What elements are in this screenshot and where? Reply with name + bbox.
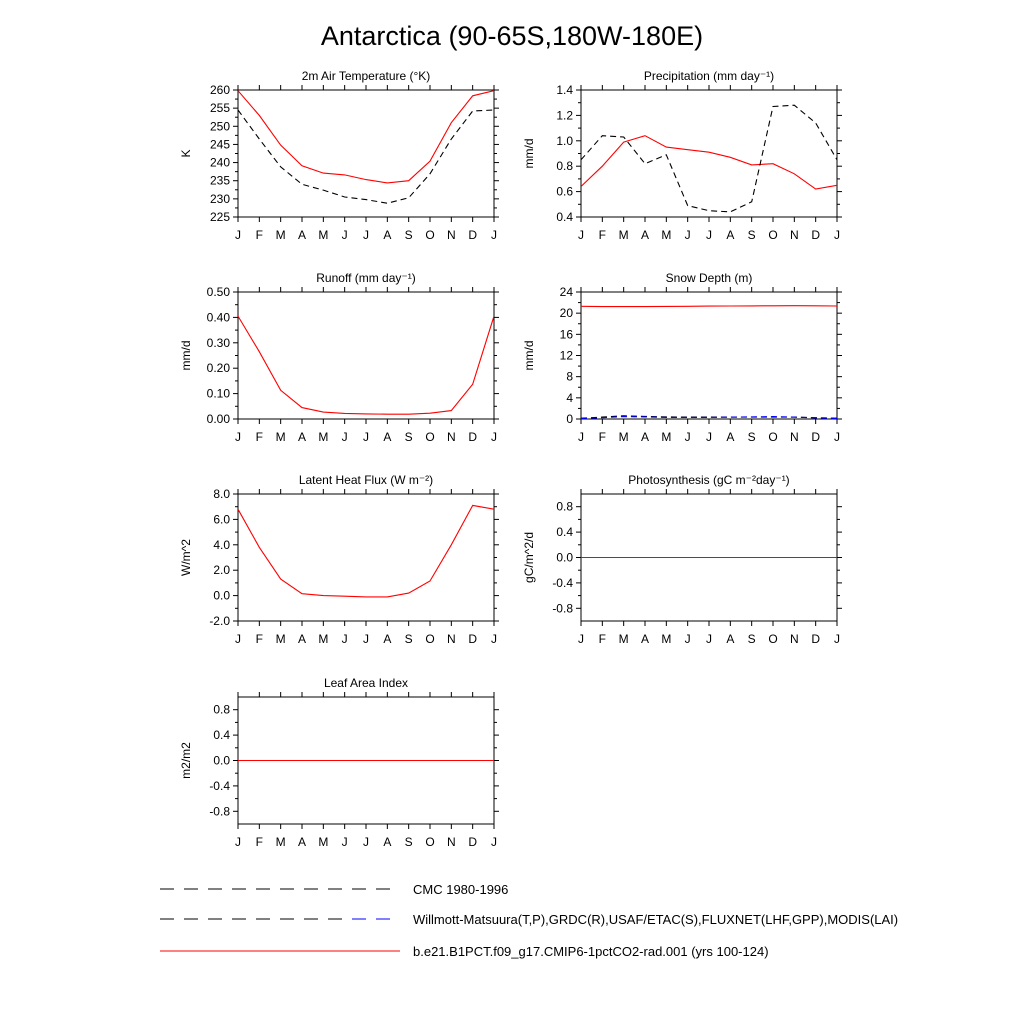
x-tick-label: S xyxy=(404,430,413,444)
y-tick-label: 4.0 xyxy=(213,537,230,552)
legend-item xyxy=(160,882,508,897)
y-tick-label: 12 xyxy=(559,348,573,363)
x-tick-label: J xyxy=(491,228,497,242)
legend-label: Willmott-Matsuura(T,P),GRDC(R),USAF/ETAC(S),FLUXNET(LHF,GPP),MODIS(LAI) xyxy=(413,912,899,927)
x-tick-label: O xyxy=(768,228,778,242)
x-tick-label: J xyxy=(578,632,584,646)
y-tick-label: 230 xyxy=(209,191,230,206)
x-tick-label: J xyxy=(684,632,691,646)
series-line-model xyxy=(238,505,494,597)
x-tick-label: S xyxy=(747,430,756,444)
x-tick-label: J xyxy=(363,228,369,242)
legend-item xyxy=(160,944,769,959)
panel-title: Snow Depth (m) xyxy=(665,271,753,285)
chart-panels xyxy=(179,69,842,849)
legend-item xyxy=(160,912,898,927)
y-tick-label: -0.4 xyxy=(552,575,573,590)
y-axis-label: mm/d xyxy=(522,138,536,169)
chart-panel-lai xyxy=(179,676,499,849)
y-tick-label: 250 xyxy=(209,119,230,134)
x-tick-label: J xyxy=(834,430,840,444)
y-tick-label: 0.0 xyxy=(556,550,573,565)
y-tick-label: 0.8 xyxy=(556,159,573,174)
x-tick-label: M xyxy=(318,430,329,444)
chart-panel-runoff xyxy=(179,271,499,444)
x-tick-label: J xyxy=(363,835,369,849)
x-tick-label: M xyxy=(318,835,329,849)
y-axis-label: mm/d xyxy=(179,340,193,371)
x-tick-label: A xyxy=(297,430,307,444)
plot-frame xyxy=(238,292,494,419)
y-tick-label: -0.8 xyxy=(209,804,230,819)
x-tick-label: A xyxy=(640,430,650,444)
x-tick-label: J xyxy=(706,632,712,646)
x-tick-label: M xyxy=(618,632,629,646)
x-tick-label: J xyxy=(235,632,241,646)
y-axis-label: gC/m^2/d xyxy=(522,532,536,583)
x-tick-label: J xyxy=(706,228,712,242)
panel-title: Latent Heat Flux (W m⁻²) xyxy=(298,473,434,487)
plot-frame xyxy=(238,494,494,621)
y-tick-label: 0.8 xyxy=(556,499,573,514)
x-tick-label: J xyxy=(235,430,241,444)
y-tick-label: 16 xyxy=(559,327,573,342)
chart-panel-tsa xyxy=(179,69,499,242)
x-tick-label: M xyxy=(618,228,629,242)
y-tick-label: 0.00 xyxy=(206,412,230,426)
x-tick-label: A xyxy=(383,228,392,242)
x-tick-label: J xyxy=(363,632,369,646)
y-tick-label: 0.0 xyxy=(213,588,230,603)
x-tick-label: M xyxy=(275,632,286,646)
y-tick-label: 0 xyxy=(566,412,573,426)
x-tick-label: N xyxy=(446,632,456,646)
x-tick-label: J xyxy=(341,430,348,444)
y-tick-label: 0.6 xyxy=(556,184,573,199)
x-tick-label: A xyxy=(383,835,392,849)
panel-title: 2m Air Temperature (°K) xyxy=(301,69,431,83)
y-tick-label: 6.0 xyxy=(213,512,230,527)
series-line-obs xyxy=(581,416,837,418)
x-tick-label: O xyxy=(425,430,435,444)
x-tick-label: N xyxy=(789,228,799,242)
y-tick-label: 0.4 xyxy=(213,728,230,743)
plot-frame xyxy=(238,90,494,217)
x-tick-label: J xyxy=(706,430,712,444)
y-axis-label: m2/m2 xyxy=(179,742,193,779)
x-tick-label: J xyxy=(491,835,497,849)
x-tick-label: J xyxy=(235,835,241,849)
x-tick-label: S xyxy=(404,632,413,646)
x-tick-label: D xyxy=(811,430,821,444)
y-tick-label: -0.4 xyxy=(209,778,230,793)
x-tick-label: A xyxy=(383,632,392,646)
x-tick-label: M xyxy=(275,228,286,242)
y-tick-label: 8.0 xyxy=(213,487,230,501)
y-tick-label: 0.20 xyxy=(206,361,230,376)
y-tick-label: 235 xyxy=(209,173,230,188)
y-tick-label: -2.0 xyxy=(209,614,230,628)
x-tick-label: F xyxy=(598,632,607,646)
x-tick-label: M xyxy=(661,228,672,242)
legend-label: CMC 1980-1996 xyxy=(413,882,509,897)
x-tick-label: J xyxy=(235,228,241,242)
x-tick-label: M xyxy=(318,228,329,242)
x-tick-label: J xyxy=(578,430,584,444)
chart-panel-lhf xyxy=(179,473,499,646)
x-tick-label: F xyxy=(598,228,607,242)
x-tick-label: N xyxy=(446,430,456,444)
y-tick-label: -0.8 xyxy=(552,601,573,616)
y-tick-label: 255 xyxy=(209,101,230,116)
chart-panel-prect xyxy=(522,69,842,242)
panel-title: Leaf Area Index xyxy=(323,676,409,690)
y-tick-label: 1.2 xyxy=(556,108,573,123)
x-tick-label: M xyxy=(318,632,329,646)
x-tick-label: A xyxy=(383,430,392,444)
x-tick-label: D xyxy=(468,632,478,646)
y-tick-label: 20 xyxy=(559,306,573,321)
x-tick-label: F xyxy=(255,835,264,849)
y-tick-label: 0.4 xyxy=(556,210,573,224)
series-line-model xyxy=(238,316,494,414)
x-tick-label: S xyxy=(747,632,756,646)
x-tick-label: N xyxy=(446,228,456,242)
x-tick-label: F xyxy=(255,430,264,444)
x-tick-label: F xyxy=(255,632,264,646)
x-tick-label: O xyxy=(425,835,435,849)
x-tick-label: O xyxy=(425,228,435,242)
x-tick-label: D xyxy=(468,430,478,444)
x-tick-label: M xyxy=(661,632,672,646)
y-tick-label: 8 xyxy=(566,369,573,384)
plot-frame xyxy=(581,292,837,419)
x-tick-label: J xyxy=(834,228,840,242)
plot-frame xyxy=(581,90,837,217)
x-tick-label: A xyxy=(297,632,307,646)
series-line-model xyxy=(238,91,494,183)
y-tick-label: 1.4 xyxy=(556,83,573,97)
x-tick-label: A xyxy=(640,632,650,646)
x-tick-label: M xyxy=(275,835,286,849)
panel-title: Runoff (mm day⁻¹) xyxy=(316,271,416,285)
y-tick-label: 0.4 xyxy=(556,525,573,540)
x-tick-label: N xyxy=(789,632,799,646)
x-tick-label: M xyxy=(661,430,672,444)
x-tick-label: A xyxy=(726,430,735,444)
x-tick-label: F xyxy=(255,228,264,242)
x-tick-label: D xyxy=(468,835,478,849)
x-tick-label: J xyxy=(578,228,584,242)
main-title: Antarctica (90-65S,180W-180E) xyxy=(320,21,704,51)
chart-panel-gpp xyxy=(522,473,842,646)
series-line-model xyxy=(581,136,837,189)
x-tick-label: O xyxy=(425,632,435,646)
y-axis-label: K xyxy=(179,149,193,158)
x-tick-label: D xyxy=(811,632,821,646)
x-tick-label: M xyxy=(275,430,286,444)
x-tick-label: J xyxy=(363,430,369,444)
x-tick-label: N xyxy=(789,430,799,444)
y-tick-label: 0.30 xyxy=(206,335,230,350)
x-tick-label: A xyxy=(640,228,650,242)
panel-title: Precipitation (mm day⁻¹) xyxy=(643,69,775,83)
x-tick-label: S xyxy=(747,228,756,242)
x-tick-label: A xyxy=(297,228,307,242)
legend-label: b.e21.B1PCT.f09_g17.CMIP6-1pctCO2-rad.001 (yrs 100-124) xyxy=(413,944,769,959)
x-tick-label: J xyxy=(834,632,840,646)
y-tick-label: 0.8 xyxy=(213,702,230,717)
x-tick-label: J xyxy=(341,632,348,646)
y-axis-label: W/m^2 xyxy=(179,539,193,576)
x-tick-label: O xyxy=(768,632,778,646)
x-tick-label: S xyxy=(404,228,413,242)
x-tick-label: F xyxy=(598,430,607,444)
series-line-obs xyxy=(238,110,494,203)
x-tick-label: D xyxy=(811,228,821,242)
legend xyxy=(160,882,898,959)
x-tick-label: D xyxy=(468,228,478,242)
series-line-obs xyxy=(581,105,837,212)
x-tick-label: O xyxy=(768,430,778,444)
chart-panel-snowdp xyxy=(522,271,842,444)
x-tick-label: S xyxy=(404,835,413,849)
y-tick-label: 0.10 xyxy=(206,386,230,401)
y-tick-label: 245 xyxy=(209,137,230,152)
x-tick-label: J xyxy=(341,228,348,242)
y-tick-label: 4 xyxy=(566,390,573,405)
y-tick-label: 0.0 xyxy=(213,753,230,768)
y-tick-label: 24 xyxy=(559,285,573,299)
x-tick-label: A xyxy=(297,835,307,849)
y-tick-label: 2.0 xyxy=(213,563,230,578)
y-tick-label: 225 xyxy=(209,210,230,224)
x-tick-label: M xyxy=(618,430,629,444)
series-line-model xyxy=(581,306,837,307)
y-axis-label: mm/d xyxy=(522,340,536,371)
x-tick-label: N xyxy=(446,835,456,849)
x-tick-label: J xyxy=(684,228,691,242)
panel-title: Photosynthesis (gC m⁻²day⁻¹) xyxy=(628,473,790,487)
x-tick-label: J xyxy=(491,632,497,646)
x-tick-label: J xyxy=(341,835,348,849)
x-tick-label: A xyxy=(726,228,735,242)
x-tick-label: J xyxy=(491,430,497,444)
y-tick-label: 0.50 xyxy=(206,285,230,299)
x-tick-label: J xyxy=(684,430,691,444)
y-tick-label: 260 xyxy=(209,83,230,97)
y-tick-label: 1.0 xyxy=(556,133,573,148)
x-tick-label: A xyxy=(726,632,735,646)
y-tick-label: 0.40 xyxy=(206,310,230,325)
series-line-obs2 xyxy=(581,417,837,419)
y-tick-label: 240 xyxy=(209,155,230,170)
